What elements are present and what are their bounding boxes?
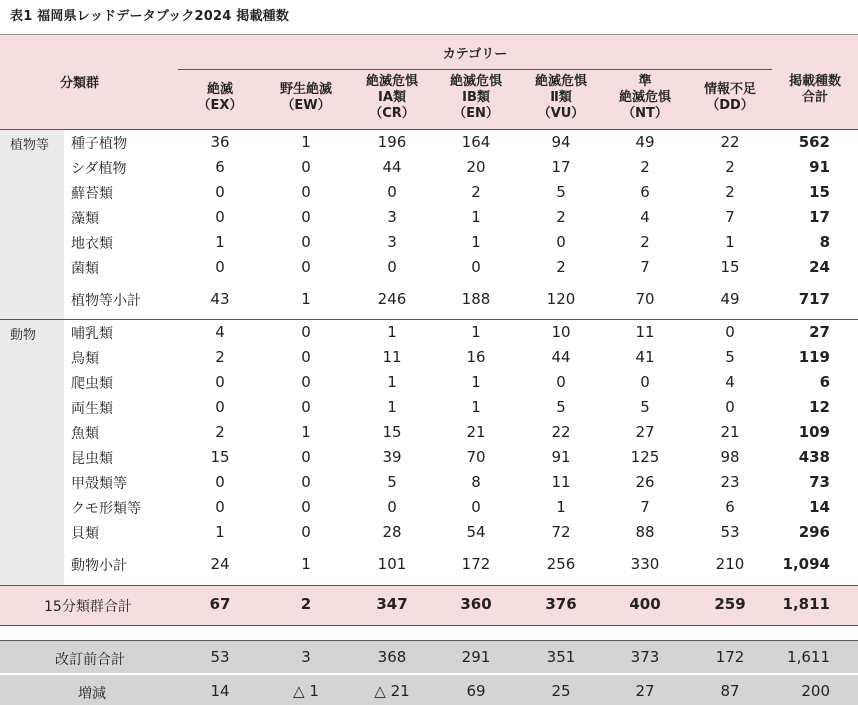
cell-value: 6 xyxy=(725,498,735,516)
cell-value: 6 xyxy=(640,183,650,201)
table-row xyxy=(0,395,858,420)
cell-total: 1,094 xyxy=(782,555,830,573)
cell-value: 1 xyxy=(725,233,735,251)
cell-value: 27 xyxy=(635,682,655,700)
cell-value: 91 xyxy=(551,448,571,466)
cell-value: 98 xyxy=(720,448,740,466)
cell-value: 0 xyxy=(301,498,311,516)
cell-value: 373 xyxy=(630,648,660,666)
cell-value: 0 xyxy=(640,373,650,391)
cell-value: 4 xyxy=(725,373,735,391)
cell-value: 25 xyxy=(551,682,571,700)
row-label: 貝類 xyxy=(71,526,99,542)
cell-value: 53 xyxy=(210,648,230,666)
cell-value: 28 xyxy=(382,523,402,541)
column-header-line: （VU） xyxy=(537,106,585,121)
cell-value: 5 xyxy=(725,348,735,366)
cell-value: 94 xyxy=(551,133,571,151)
cell-total: 438 xyxy=(798,448,830,466)
table-row xyxy=(0,520,858,545)
cell-value: 26 xyxy=(635,473,655,491)
row-label: 動物小計 xyxy=(71,558,127,574)
column-header-line: 絶滅危惧 xyxy=(365,74,418,89)
cell-value: 360 xyxy=(460,595,492,613)
cell-value: 368 xyxy=(377,648,407,666)
cell-total: 27 xyxy=(809,323,830,341)
plants-group-label: 植物等 xyxy=(10,138,50,153)
cell-value: 2 xyxy=(471,183,481,201)
column-header-4 xyxy=(434,74,518,122)
cell-value: 0 xyxy=(556,233,566,251)
cell-value: 21 xyxy=(720,423,740,441)
cell-value: 6 xyxy=(215,158,225,176)
cell-value: 11 xyxy=(635,323,655,341)
cell-value: 3 xyxy=(387,233,397,251)
cell-value: 1 xyxy=(215,523,225,541)
cell-value: △ 21 xyxy=(374,682,410,700)
row-label: 改訂前合計 xyxy=(55,652,125,668)
column-header-line: 情報不足 xyxy=(703,82,756,97)
table-row xyxy=(0,255,858,280)
cell-value: 2 xyxy=(215,348,225,366)
cell-value: 72 xyxy=(551,523,571,541)
cell-value: 0 xyxy=(301,208,311,226)
cell-value: 1 xyxy=(301,555,311,573)
row-label: 両生類 xyxy=(71,401,113,417)
row-label: 鳥類 xyxy=(71,351,99,367)
row-label: 菌類 xyxy=(71,261,99,277)
table-row xyxy=(0,495,858,520)
row-label: 15分類群合計 xyxy=(44,599,132,615)
row-label: クモ形類等 xyxy=(71,501,141,517)
table-row xyxy=(0,320,858,345)
cell-total: 296 xyxy=(798,523,830,541)
cell-value: 2 xyxy=(640,233,650,251)
cell-value: 87 xyxy=(720,682,740,700)
cell-value: 196 xyxy=(377,133,407,151)
column-header-5 xyxy=(519,74,603,122)
category-rule xyxy=(178,69,772,70)
cell-value: 5 xyxy=(387,473,397,491)
cell-value: 1 xyxy=(471,208,481,226)
column-header-line: 準 xyxy=(638,74,652,89)
cell-value: 17 xyxy=(551,158,571,176)
cell-value: 44 xyxy=(382,158,402,176)
cell-value: 1 xyxy=(301,133,311,151)
table-row xyxy=(0,370,858,395)
cell-total: 17 xyxy=(809,208,830,226)
cell-value: 0 xyxy=(215,183,225,201)
cell-value: 101 xyxy=(377,555,407,573)
cell-value: 0 xyxy=(387,258,397,276)
animals-group-label: 動物 xyxy=(10,328,37,343)
header-top-rule xyxy=(0,34,858,35)
cell-value: 164 xyxy=(461,133,491,151)
cell-value: 10 xyxy=(551,323,571,341)
cell-value: 7 xyxy=(640,498,650,516)
cell-value: 0 xyxy=(471,498,481,516)
cell-total: 8 xyxy=(819,233,830,251)
cell-value: 1 xyxy=(215,233,225,251)
grand-total-row xyxy=(0,586,858,625)
cell-value: 351 xyxy=(546,648,576,666)
cell-value: 88 xyxy=(635,523,655,541)
column-header-3 xyxy=(350,74,434,122)
cell-value: 1 xyxy=(556,498,566,516)
table-row xyxy=(0,420,858,445)
cell-value: 0 xyxy=(215,373,225,391)
grand-total-bottom-rule xyxy=(0,625,858,626)
cell-value: 5 xyxy=(556,183,566,201)
cell-value: 23 xyxy=(720,473,740,491)
cell-value: 1 xyxy=(471,398,481,416)
cell-total: 14 xyxy=(809,498,830,516)
cell-value: 5 xyxy=(556,398,566,416)
cell-value: 8 xyxy=(471,473,481,491)
table-row xyxy=(0,345,858,370)
cell-value: 54 xyxy=(466,523,486,541)
table-row xyxy=(0,445,858,470)
cell-value: 22 xyxy=(720,133,740,151)
cell-value: 2 xyxy=(640,158,650,176)
cell-value: 1 xyxy=(471,233,481,251)
table-row xyxy=(0,130,858,155)
cell-value: 0 xyxy=(215,258,225,276)
cell-value: 2 xyxy=(725,183,735,201)
cell-value: 49 xyxy=(720,290,740,308)
table-row xyxy=(0,470,858,495)
cell-value: 0 xyxy=(215,473,225,491)
column-header-7 xyxy=(688,82,772,114)
cell-value: 69 xyxy=(466,682,486,700)
cell-total: 562 xyxy=(798,133,830,151)
column-header-2 xyxy=(264,82,348,114)
cell-value: 4 xyxy=(640,208,650,226)
cell-value: 0 xyxy=(301,373,311,391)
cell-value: 27 xyxy=(635,423,655,441)
cell-value: 120 xyxy=(546,290,576,308)
category-header: カテゴリー xyxy=(442,47,508,62)
cell-value: 400 xyxy=(629,595,661,613)
column-header-line: 絶滅危惧 xyxy=(534,74,587,89)
cell-value: 2 xyxy=(556,208,566,226)
cell-value: 210 xyxy=(715,555,745,573)
cell-value: 0 xyxy=(725,323,735,341)
row-label: 爬虫類 xyxy=(71,376,113,392)
cell-value: 1 xyxy=(387,323,397,341)
column-header-line: （EX） xyxy=(197,98,243,113)
cell-value: 0 xyxy=(387,183,397,201)
cell-value: 1 xyxy=(387,373,397,391)
cell-value: 70 xyxy=(466,448,486,466)
cell-value: 0 xyxy=(301,398,311,416)
cell-value: 0 xyxy=(301,233,311,251)
row-label: 甲殻類等 xyxy=(71,476,127,492)
column-header-line: 合計 xyxy=(801,90,828,105)
cell-value: 7 xyxy=(725,208,735,226)
cell-value: 3 xyxy=(387,208,397,226)
column-header-line: （EW） xyxy=(281,98,331,113)
cell-value: 22 xyxy=(551,423,571,441)
cell-value: 259 xyxy=(714,595,746,613)
cell-value: 36 xyxy=(210,133,230,151)
cell-total: 15 xyxy=(809,183,830,201)
cell-value: △ 1 xyxy=(293,682,319,700)
row-label: 藻類 xyxy=(71,211,99,227)
cell-value: 172 xyxy=(715,648,745,666)
cell-value: 0 xyxy=(301,473,311,491)
cell-total: 1,611 xyxy=(787,648,830,666)
column-header-line: ⅠA類 xyxy=(378,90,406,105)
cell-value: 1 xyxy=(471,323,481,341)
cell-total: 6 xyxy=(819,373,830,391)
animals-subtotal-row xyxy=(0,552,858,577)
cell-total: 73 xyxy=(809,473,830,491)
column-header-6 xyxy=(603,74,687,122)
cell-value: 0 xyxy=(301,448,311,466)
plants-subtotal-row xyxy=(0,287,858,312)
row-label: 昆虫類 xyxy=(71,451,113,467)
cell-total: 1,811 xyxy=(782,595,830,613)
cell-value: 16 xyxy=(466,348,486,366)
row-label: 蘚苔類 xyxy=(71,186,113,202)
cell-value: 0 xyxy=(215,498,225,516)
cell-value: 15 xyxy=(382,423,402,441)
cell-total: 12 xyxy=(809,398,830,416)
cell-value: 67 xyxy=(209,595,231,613)
cell-value: 291 xyxy=(461,648,491,666)
group-header: 分類群 xyxy=(60,76,100,91)
column-header-1 xyxy=(178,82,262,114)
column-header-line: （DD） xyxy=(706,98,754,113)
table-row xyxy=(0,180,858,205)
row-label: 魚類 xyxy=(71,426,99,442)
row-label: 地衣類 xyxy=(71,236,113,252)
cell-value: 0 xyxy=(387,498,397,516)
cell-value: 347 xyxy=(376,595,408,613)
cell-value: 3 xyxy=(301,648,311,666)
cell-value: 15 xyxy=(210,448,230,466)
cell-value: 172 xyxy=(461,555,491,573)
cell-value: 20 xyxy=(466,158,486,176)
cell-value: 49 xyxy=(635,133,655,151)
cell-value: 125 xyxy=(630,448,660,466)
cell-value: 21 xyxy=(466,423,486,441)
table-row xyxy=(0,230,858,255)
cell-value: 14 xyxy=(210,682,230,700)
cell-value: 2 xyxy=(725,158,735,176)
table-row xyxy=(0,205,858,230)
cell-value: 24 xyxy=(210,555,230,573)
cell-value: 0 xyxy=(215,398,225,416)
cell-value: 11 xyxy=(551,473,571,491)
cell-value: 1 xyxy=(301,423,311,441)
column-header-line: Ⅱ類 xyxy=(550,90,572,105)
cell-value: 2 xyxy=(215,423,225,441)
row-label: 種子植物 xyxy=(71,136,127,152)
cell-value: 2 xyxy=(300,595,312,613)
column-header-line: （CR） xyxy=(369,106,415,121)
table-row xyxy=(0,155,858,180)
cell-value: 0 xyxy=(301,158,311,176)
cell-total: 200 xyxy=(801,682,830,700)
cell-value: 0 xyxy=(215,208,225,226)
cell-value: 330 xyxy=(630,555,660,573)
change-row xyxy=(0,675,858,705)
column-header-line: （EN） xyxy=(453,106,499,121)
cell-value: 4 xyxy=(215,323,225,341)
cell-value: 0 xyxy=(725,398,735,416)
cell-value: 1 xyxy=(301,290,311,308)
column-header-line: ⅠB類 xyxy=(462,90,490,105)
cell-value: 0 xyxy=(301,523,311,541)
row-label: 増減 xyxy=(78,686,106,702)
column-header-total xyxy=(772,74,858,106)
row-label: シダ植物 xyxy=(71,161,127,177)
cell-total: 717 xyxy=(798,290,830,308)
cell-value: 0 xyxy=(301,348,311,366)
cell-value: 0 xyxy=(471,258,481,276)
column-header-line: 絶滅危惧 xyxy=(618,90,671,105)
cell-value: 188 xyxy=(461,290,491,308)
row-label: 植物等小計 xyxy=(71,293,141,309)
cell-value: 1 xyxy=(471,373,481,391)
cell-value: 7 xyxy=(640,258,650,276)
previous-total-row xyxy=(0,641,858,674)
cell-value: 43 xyxy=(210,290,230,308)
table-title: 表1 福岡県レッドデータブック2024 掲載種数 xyxy=(10,9,290,24)
cell-value: 41 xyxy=(635,348,655,366)
column-header-line: 野生絶滅 xyxy=(279,82,332,97)
cell-value: 15 xyxy=(720,258,740,276)
column-header-line: 絶滅危惧 xyxy=(449,74,502,89)
cell-value: 376 xyxy=(545,595,577,613)
cell-value: 44 xyxy=(551,348,571,366)
cell-value: 5 xyxy=(640,398,650,416)
cell-value: 2 xyxy=(556,258,566,276)
cell-value: 11 xyxy=(382,348,402,366)
cell-total: 119 xyxy=(798,348,830,366)
cell-value: 0 xyxy=(301,183,311,201)
cell-total: 91 xyxy=(809,158,830,176)
cell-total: 109 xyxy=(798,423,830,441)
cell-value: 0 xyxy=(301,258,311,276)
cell-value: 256 xyxy=(546,555,576,573)
cell-value: 53 xyxy=(720,523,740,541)
column-header-line: 掲載種数 xyxy=(788,74,841,89)
cell-value: 70 xyxy=(635,290,655,308)
row-label: 哺乳類 xyxy=(71,326,113,342)
cell-value: 0 xyxy=(556,373,566,391)
column-header-line: （NT） xyxy=(622,106,668,121)
cell-value: 1 xyxy=(387,398,397,416)
column-header-line: 絶滅 xyxy=(206,82,233,97)
cell-value: 246 xyxy=(377,290,407,308)
cell-value: 0 xyxy=(301,323,311,341)
cell-total: 24 xyxy=(809,258,830,276)
cell-value: 39 xyxy=(382,448,402,466)
